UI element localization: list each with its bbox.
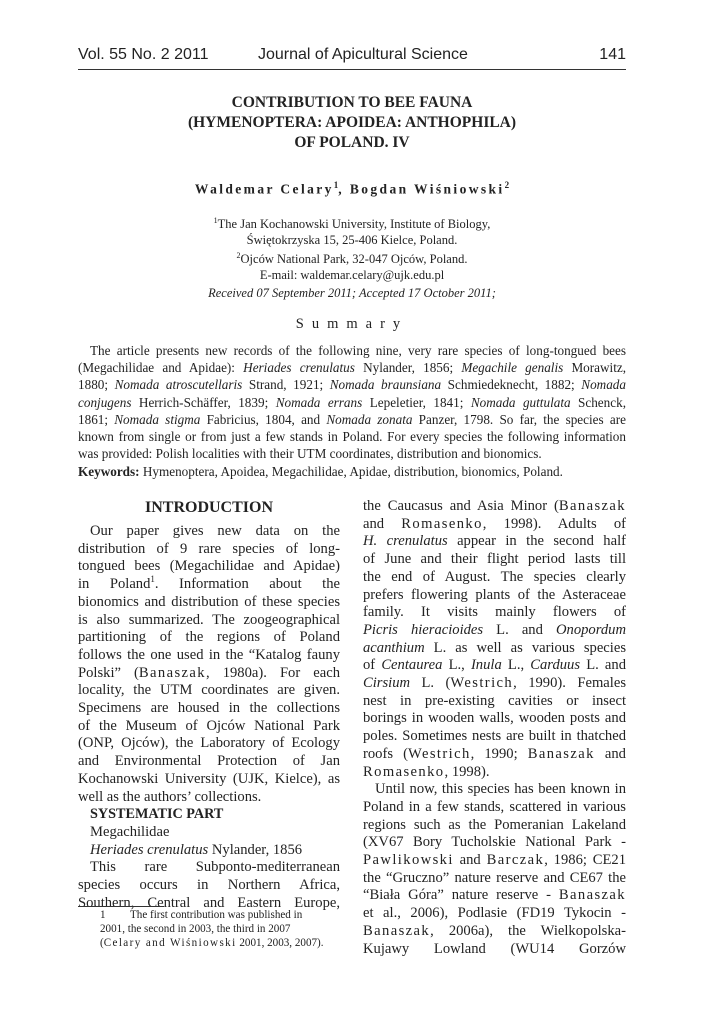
text-line bbox=[78, 682, 340, 700]
text-line bbox=[363, 498, 626, 516]
italic-run: Nomada errans bbox=[275, 394, 363, 410]
text-line bbox=[78, 735, 340, 753]
affiliation-line: Świętokrzyska 15, 25-406 Kielce, Poland. bbox=[246, 233, 458, 248]
italic-run: Nomada zonata bbox=[326, 411, 413, 427]
volume-info: Vol. 55 No. 2 2011 bbox=[78, 46, 209, 63]
cited-author: Romasenko bbox=[363, 763, 445, 780]
text-line bbox=[78, 700, 340, 718]
title-line: CONTRIBUTION TO BEE FAUNA bbox=[231, 94, 473, 111]
text-run: distribution of 9 rare species of long- bbox=[78, 540, 340, 557]
text-run: 1880; bbox=[78, 377, 115, 393]
text-line bbox=[363, 834, 626, 852]
footnote-number: 1 bbox=[100, 909, 106, 921]
text-line bbox=[78, 665, 340, 683]
text-run: regions such as the Pomeranian Lakeland bbox=[363, 816, 626, 833]
affiliation-line bbox=[78, 248, 626, 267]
text-run: Poland in a few stands, scattered in various bbox=[363, 798, 626, 815]
keywords-label: Keywords: bbox=[78, 464, 140, 479]
text-run: (ONP, Ojców), the Laboratory of Ecology bbox=[78, 735, 340, 752]
affiliation-marker: 2 bbox=[504, 180, 510, 190]
text-run: , 2006a), the Wielkopolska- bbox=[430, 922, 626, 939]
text-run: Specimens are housed in the collections bbox=[78, 700, 340, 717]
text-run: (XV67 Bory Tucholskie National Park - bbox=[363, 834, 626, 851]
text-line bbox=[363, 604, 626, 622]
text-line bbox=[78, 612, 340, 630]
text-line bbox=[78, 647, 340, 665]
systematic-part-heading: SYSTEMATIC PART bbox=[90, 806, 224, 823]
text-run: Kujawy Lowland (WU14 Gorzów bbox=[363, 940, 626, 957]
species-name: Heriades crenulatus bbox=[90, 841, 209, 858]
text-line bbox=[78, 359, 626, 376]
text-run: 1861; bbox=[78, 411, 115, 427]
italic-run: conjugens bbox=[78, 394, 132, 410]
text-run: is also summarized. The zoogeographical bbox=[78, 611, 340, 628]
species-author: Nylander, 1856 bbox=[208, 841, 303, 858]
affiliation-text: Ojców National Park, 32-047 Ojców, Poland. bbox=[240, 252, 468, 267]
text-line bbox=[78, 789, 340, 807]
footnote bbox=[78, 908, 340, 950]
text-run: nest in pre-existing cavities or insect bbox=[363, 692, 626, 709]
affiliation-marker: 2 bbox=[236, 251, 241, 261]
text-run: L. ( bbox=[410, 675, 451, 692]
text-line bbox=[78, 629, 340, 647]
species-paragraph-continued bbox=[363, 498, 626, 781]
text-run: (Megachilidae and Apidae): bbox=[78, 360, 244, 376]
footnote-text: 2001, 2003, 2007). bbox=[236, 937, 324, 949]
text-line bbox=[78, 718, 340, 736]
title-line: (HYMENOPTERA: APOIDEA: ANTHOPHILA) bbox=[187, 114, 517, 131]
text-run: The article presents new records of the following nine, very rare species of long-tongued bees bbox=[90, 343, 626, 358]
text-line bbox=[363, 817, 626, 835]
cited-author: Banaszak bbox=[558, 887, 626, 904]
cited-author: Banaszak bbox=[558, 498, 626, 514]
text-line bbox=[363, 905, 626, 923]
footnote-text: The first contribution was published in bbox=[130, 909, 303, 921]
summary-text bbox=[78, 342, 626, 462]
summary-heading: Summary bbox=[295, 316, 409, 332]
text-run: L., bbox=[501, 657, 531, 674]
footnote-cited-authors: Celary and Wiśniowski bbox=[103, 937, 237, 949]
text-run: bionomics and distribution of these species bbox=[78, 593, 340, 610]
footnote-marker: 1 bbox=[150, 574, 155, 585]
affiliation-text: The Jan Kochanowski University, Institute of Biology, bbox=[217, 217, 491, 232]
text-line bbox=[363, 622, 626, 640]
italic-run: acanthium bbox=[363, 639, 425, 656]
text-line bbox=[363, 781, 626, 799]
italic-run: Inula bbox=[470, 657, 502, 674]
title-line: OF POLAND. IV bbox=[294, 134, 410, 151]
text-line bbox=[363, 870, 626, 888]
left-column bbox=[78, 498, 340, 912]
species-paragraph bbox=[78, 859, 340, 912]
text-run: Strand, 1921; bbox=[242, 377, 330, 393]
text-line bbox=[363, 799, 626, 817]
text-line bbox=[78, 342, 626, 359]
text-line bbox=[363, 551, 626, 569]
text-run: Polski” ( bbox=[78, 664, 139, 681]
cited-author: Banaszak bbox=[527, 745, 595, 762]
text-run: the “Gruczno” nature reserve and CE67 the bbox=[363, 869, 626, 886]
text-line bbox=[78, 753, 340, 771]
footnote-line bbox=[78, 908, 340, 922]
text-run: partitioning of the regions of Poland bbox=[78, 629, 340, 646]
cited-author: Westrich bbox=[407, 745, 471, 762]
cited-author: Banaszak bbox=[363, 922, 431, 939]
text-run: , 1998). bbox=[444, 763, 490, 780]
italic-run: Carduus bbox=[530, 657, 581, 674]
author-separator: , bbox=[338, 181, 350, 197]
text-line bbox=[363, 764, 626, 782]
text-run: tongued bees (Megachilidae and Apidae) bbox=[78, 558, 340, 575]
text-run: Schmiedeknecht, 1882; bbox=[441, 377, 582, 393]
text-run: L. and bbox=[483, 621, 556, 638]
text-line bbox=[363, 516, 626, 534]
affiliation-line bbox=[78, 213, 626, 232]
text-run: appear in the second half bbox=[447, 533, 626, 550]
text-line bbox=[363, 941, 626, 959]
text-run: and Environmental Protection of Jan bbox=[78, 753, 340, 770]
text-run: well as the authors’ collections. bbox=[78, 788, 262, 805]
distribution-paragraph bbox=[363, 781, 626, 958]
text-run: and bbox=[453, 852, 487, 869]
text-run: species occurs in Northern Africa, bbox=[78, 877, 340, 894]
introduction-heading: INTRODUCTION bbox=[144, 499, 273, 516]
text-run: roofs ( bbox=[363, 745, 408, 762]
text-run: Schenck, bbox=[570, 394, 626, 410]
footnote-rule bbox=[78, 906, 164, 907]
text-run: of June and their flight period lasts till bbox=[363, 551, 626, 568]
text-line bbox=[78, 394, 626, 411]
text-run: “Biała Góra” nature reserve - bbox=[363, 887, 559, 904]
text-run: . Information about the bbox=[154, 576, 340, 593]
text-line bbox=[363, 569, 626, 587]
author-list bbox=[78, 180, 626, 198]
text-run: of bbox=[363, 657, 382, 674]
italic-run: Picris hieracioides bbox=[363, 621, 484, 638]
text-run: and bbox=[363, 515, 402, 532]
text-run: follows the one used in the “Katalog fauny bbox=[78, 646, 340, 663]
text-line bbox=[78, 877, 340, 895]
text-line bbox=[363, 728, 626, 746]
text-line bbox=[363, 710, 626, 728]
text-run: L. and bbox=[580, 657, 626, 674]
text-run: was provided: Polish localities with their UTM coordinates, distribution and bionomics. bbox=[78, 446, 542, 462]
italic-run: Heriades crenulatus bbox=[243, 360, 355, 376]
text-run: , 1980a). For each bbox=[206, 664, 340, 681]
text-run: the Caucasus and Asia Minor ( bbox=[363, 498, 559, 514]
text-line bbox=[78, 428, 626, 445]
text-run: Morawitz, bbox=[563, 360, 627, 376]
text-run: Our paper gives new data on the bbox=[90, 523, 340, 539]
cited-author: Banaszak bbox=[138, 664, 207, 681]
text-line bbox=[78, 411, 626, 428]
text-run: of the Museum of Ojców National Park bbox=[78, 717, 340, 734]
text-run: poles. Sometimes nests are built in thatched bbox=[363, 728, 626, 745]
italic-run: Nomada braunsiana bbox=[329, 377, 442, 393]
text-run: prefers flowering plants of the Asteraceae bbox=[363, 586, 626, 603]
italic-run: H. crenulatus bbox=[363, 533, 448, 550]
text-line bbox=[78, 558, 340, 576]
author-name: Bogdan Wiśniowski bbox=[349, 181, 505, 197]
text-line bbox=[363, 693, 626, 711]
text-run: Panzer, 1798. So far, the species are bbox=[412, 411, 626, 427]
text-run: Kochanowski University (UJK, Kielce), as bbox=[78, 770, 340, 787]
italic-run: Nomada guttulata bbox=[470, 394, 571, 410]
text-line bbox=[78, 859, 340, 877]
journal-name: Journal of Apicultural Science bbox=[258, 46, 468, 63]
affiliation-marker: 1 bbox=[333, 180, 339, 190]
text-run: This rare Subponto-mediterranean bbox=[90, 859, 340, 876]
footnote-line bbox=[78, 936, 340, 950]
italic-run: Onopordum bbox=[556, 621, 626, 638]
cited-author: Romasenko bbox=[401, 515, 483, 532]
cited-author: Barczak bbox=[486, 852, 545, 869]
species-heading bbox=[78, 842, 340, 860]
text-line bbox=[363, 923, 626, 941]
text-line bbox=[78, 445, 626, 462]
text-line bbox=[363, 587, 626, 605]
text-run: Herrich-Schäffer, 1839; bbox=[131, 394, 276, 410]
italic-run: Nomada bbox=[581, 377, 626, 393]
text-line bbox=[363, 746, 626, 764]
text-line bbox=[78, 576, 340, 594]
text-run: locality, the UTM coordinates are given. bbox=[78, 682, 340, 699]
text-line bbox=[363, 640, 626, 658]
text-line bbox=[363, 887, 626, 905]
italic-run: Megachile genalis bbox=[461, 360, 564, 376]
page-number: 141 bbox=[599, 46, 626, 63]
text-line bbox=[78, 771, 340, 789]
text-line bbox=[78, 376, 626, 393]
text-run: , 1986; CE21 bbox=[544, 852, 626, 869]
text-line bbox=[78, 541, 340, 559]
footnote-line: 2001, the second in 2003, the third in 2007 bbox=[100, 923, 291, 935]
text-run: in Poland bbox=[78, 576, 151, 593]
text-line bbox=[363, 533, 626, 551]
text-run: Fabricius, 1804, and bbox=[200, 411, 327, 427]
text-line bbox=[363, 657, 626, 675]
text-line bbox=[363, 675, 626, 693]
keywords bbox=[78, 464, 626, 480]
text-run: et al., 2006), Podlasie (FD19 Tykocin - bbox=[363, 905, 626, 922]
italic-run: Cirsium bbox=[363, 675, 411, 692]
family-name: Megachilidae bbox=[90, 823, 170, 840]
text-line bbox=[363, 852, 626, 870]
italic-run: Nomada atroscutellaris bbox=[114, 377, 243, 393]
text-run: , 1990). Females bbox=[513, 675, 626, 692]
text-run: and bbox=[594, 745, 626, 762]
text-run: , 1990; bbox=[470, 745, 528, 762]
author-name: Waldemar Celary bbox=[194, 181, 334, 197]
affiliation-marker: 1 bbox=[213, 216, 218, 225]
italic-run: Centaurea bbox=[381, 657, 443, 674]
text-run: L., bbox=[442, 657, 471, 674]
italic-run: Nomada stigma bbox=[114, 411, 201, 427]
received-dates: Received 07 September 2011; Accepted 17 October 2011; bbox=[208, 286, 496, 300]
text-run: , 1998). Adults of bbox=[482, 515, 626, 532]
text-run: L. as well as various species bbox=[424, 639, 626, 656]
text-run: Southern, Central and Eastern Europe, bbox=[78, 894, 340, 911]
text-run: known from single or from just a few stands in Poland. For every species the following information bbox=[78, 429, 626, 445]
cited-author: Westrich bbox=[450, 675, 514, 692]
header-rule bbox=[78, 69, 626, 70]
affiliations bbox=[78, 213, 626, 283]
keywords-list: Hymenoptera, Apoidea, Megachilidae, Apidae, distribution, bionomics, Poland. bbox=[139, 464, 563, 479]
footnote-text: ( bbox=[100, 937, 104, 949]
text-line bbox=[78, 523, 340, 541]
right-column bbox=[363, 498, 626, 958]
running-header bbox=[78, 44, 626, 70]
text-run: family. It visits mainly flowers of bbox=[363, 604, 626, 621]
text-run: the end of August. The species clearly bbox=[363, 568, 626, 585]
text-run: Nylander, 1856; bbox=[354, 360, 462, 376]
email-line: E-mail: waldemar.celary@ujk.edu.pl bbox=[259, 268, 445, 283]
introduction-paragraph bbox=[78, 523, 340, 806]
text-line bbox=[78, 594, 340, 612]
cited-author: Pawlikowski bbox=[363, 852, 454, 869]
text-run: Lepeletier, 1841; bbox=[362, 394, 471, 410]
text-run: Until now, this species has been known in bbox=[375, 781, 626, 798]
article-title bbox=[78, 93, 626, 153]
text-run: borings in wooden walls, wooden posts and bbox=[363, 710, 626, 727]
